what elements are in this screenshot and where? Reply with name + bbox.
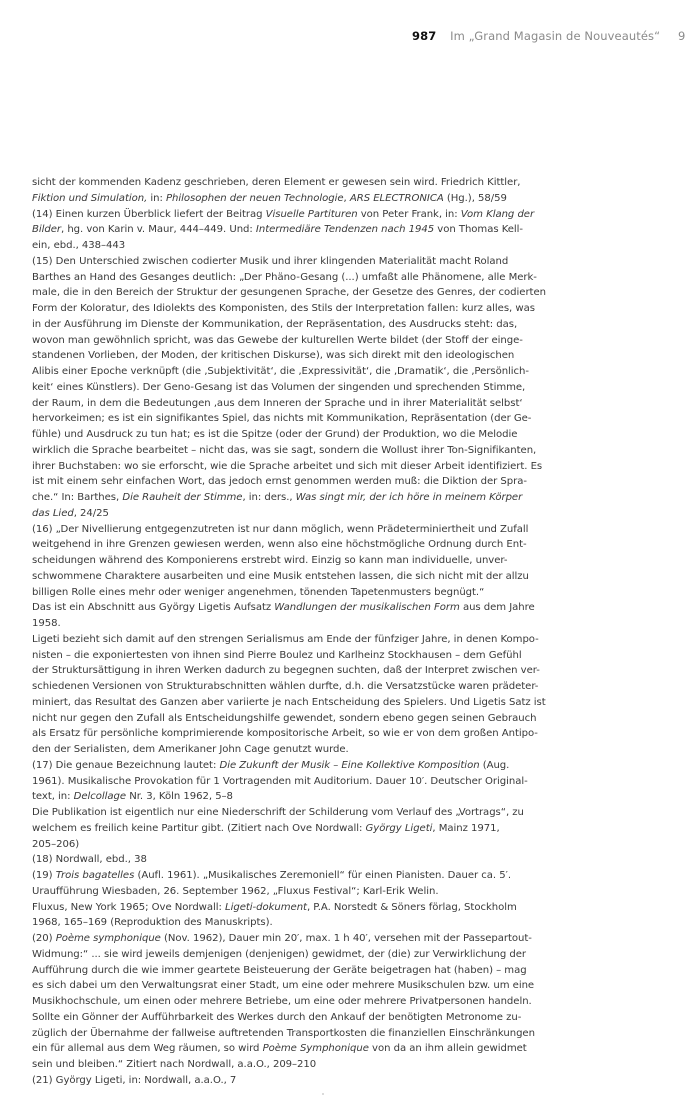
text-line [32, 900, 652, 916]
text-segment: , [343, 192, 350, 204]
text-line [32, 1041, 652, 1057]
text-line [32, 506, 652, 522]
text-line [32, 348, 652, 364]
text-line [32, 947, 652, 963]
text-segment: Barthes an Hand des Gesanges deutlich: „Der Phäno-Gesang (...) umfaßt alle Phänomene, alle Merk- [32, 271, 537, 283]
text-segment: (16) „Der Nivellierung entgegenzutreten ist nur dann möglich, wenn Prädeterminiertheit und Zufall [32, 523, 529, 535]
italic-title: Wandlungen der musikalischen Form [274, 602, 460, 614]
text-segment: che.“ In: Barthes, [32, 492, 123, 503]
text-line [32, 222, 652, 238]
text-line [32, 1057, 652, 1073]
text-line [32, 852, 652, 868]
text-segment: fühle) und Ausdruck zu tun hat; es ist die Spitze (oder der Grund) der Produktion, wo die Melodie [32, 429, 518, 440]
text-line [32, 553, 652, 569]
text-segment: Uraufführung Wiesbaden, 26. September 1962, „Fluxus Festival“; Karl-Erik Welin. [32, 885, 439, 897]
text-line [32, 522, 652, 538]
text-line [32, 254, 652, 270]
italic-title: Die Rauheit der Stimme [122, 492, 243, 503]
text-segment: ein für allemal aus dem Weg räumen, so wird [32, 1043, 263, 1055]
text-segment: von Peter Frank, in: [357, 208, 461, 220]
text-segment: , hg. von Karin v. Maur, 444–449. Und: [61, 224, 256, 236]
text-segment: (20) [32, 933, 56, 944]
text-segment: Das ist ein Abschnitt aus György Ligetis Aufsatz [32, 602, 275, 614]
page-number: 987 [412, 29, 437, 43]
italic-title: Vom Klang der [460, 208, 535, 220]
text-segment: , Mainz 1971, [432, 822, 500, 834]
text-line [32, 742, 652, 758]
text-segment: billigen Rolle eines mehr oder weniger angenehmen, tönenden Tapetenmusters begnügt.“ [32, 586, 485, 598]
text-line [32, 994, 652, 1010]
text-segment: Fluxus, New York 1965; Ove Nordwall: [32, 901, 226, 913]
text-segment: aus dem Jahre [459, 602, 535, 614]
chapter-number: 9 [677, 29, 686, 43]
text-segment: (17) Die genaue Bezeichnung lautet: [32, 759, 220, 771]
running-header [412, 29, 685, 43]
text-segment: Aufführung durch die wie immer geartete Beisteuerung der Geräte beigetragen hat (haben) – mag [32, 964, 527, 976]
text-line [32, 695, 652, 711]
text-segment: es sich dabei um den Verwaltungsrat einer Stadt, um eine oder mehrere Musikschulen bzw. um eine [32, 980, 535, 992]
text-line [32, 474, 652, 490]
text-line [32, 191, 652, 207]
text-line [32, 270, 652, 286]
text-segment: scheidungen während des Komponierens erstrebt wird. Einzig so kann man individuelle, unver- [32, 555, 508, 566]
text-segment: sicht der kommenden Kadenz geschrieben, deren Element er gewesen sein wird. Friedrich Kittler, [32, 177, 521, 188]
text-segment: (21) György Ligeti, in: Nordwall, a.a.O., 7 [32, 1074, 237, 1086]
text-segment: , 24/25 [73, 507, 109, 519]
text-line [32, 915, 652, 931]
text-segment: ein, ebd., 438–443 [32, 240, 126, 251]
text-line [32, 396, 652, 412]
text-line [32, 490, 652, 506]
italic-title: Was singt mir, der ich höre in meinem Körper [295, 492, 523, 503]
text-line [32, 459, 652, 475]
text-segment: den der Serialisten, dem Amerikaner John Cage genutzt wurde. [32, 744, 349, 755]
text-segment: Die Publikation ist eigentlich nur eine Niederschrift der Schilderung vom Verlauf des „Vortrags“, zu [32, 807, 524, 818]
text-segment: der Struktursättigung in ihren Werken dadurch zu begegnen suchten, daß der Interpret zwischen ver- [32, 665, 540, 677]
text-line [32, 364, 652, 380]
text-line [32, 537, 652, 553]
text-segment: Alibis einer Epoche verknüpft (die ‚Subjektivität‘, die ‚Expressivität‘, die ‚Dramatik‘, die ‚Persönlich- [32, 366, 529, 377]
text-segment: ihrer Buchstaben: wo sie erforscht, wie die Sprache arbeitet und sich mit dieser Arbeit identifiziert. Es [32, 460, 543, 472]
text-line [32, 600, 652, 616]
text-segment: (14) Einen kurzen Überblick liefert der Beitrag [32, 208, 266, 220]
italic-title: Die Zukunft der Musik – Eine Kollektive Komposition [219, 759, 480, 771]
text-segment: (15) Den Unterschied zwischen codierter Musik und ihrer klingenden Materialität macht Roland [32, 255, 509, 267]
text-line [32, 726, 652, 742]
text-line [32, 758, 652, 774]
text-segment: (19) [32, 870, 56, 881]
italic-title: Bilder [32, 224, 62, 236]
text-line [32, 411, 652, 427]
text-segment: nisten – die exponiertesten von ihnen sind Pierre Boulez und Karlheinz Stockhausen – dem Gefühl [32, 649, 522, 661]
text-segment: (Aufl. 1961). „Musikalisches Zeremoniell“ für einen Pianisten. Dauer ca. 5′. [134, 870, 512, 881]
italic-title: Visuelle Partituren [265, 208, 358, 220]
italic-title: Delcollage [73, 791, 127, 803]
text-segment: male, die in den Bereich der Struktur der gesungenen Sprache, der Gesetze des Genres, der codierten [32, 287, 546, 299]
text-segment: (Hg.), 58/59 [443, 192, 507, 204]
text-line [32, 679, 652, 695]
text-segment: (Nov. 1962), Dauer min 20′, max. 1 h 40′, versehen mit der Passepartout- [160, 933, 532, 944]
italic-title: György Ligeti [365, 822, 433, 834]
text-line [32, 443, 652, 459]
text-segment: ist mit einem sehr einfachen Wort, das jedoch ernst genommen werden muß: die Diktion der Spra- [32, 476, 527, 488]
text-segment: , in: ders., [242, 492, 296, 503]
text-line [32, 821, 652, 837]
text-line [32, 207, 652, 223]
text-line [32, 884, 652, 900]
text-line [32, 1010, 652, 1026]
text-segment: Ligeti bezieht sich damit auf den strengen Serialismus am Ende der fünfziger Jahre, in denen Kompo- [32, 633, 539, 645]
text-line [32, 774, 652, 790]
italic-title: Intermediäre Tendenzen nach 1945 [255, 224, 435, 236]
text-segment: 1968, 165–169 (Reproduktion des Manuskripts). [32, 917, 273, 929]
text-segment: als Ersatz für persönliche komprimierende kompositorische Arbeit, so wie er von dem großen Antipo- [32, 728, 538, 740]
text-segment: miniert, das Resultat des Ganzen aber variierte je nach Entscheidung des Spielers. Und Ligetis Satz ist [32, 696, 546, 708]
text-line [32, 632, 652, 648]
text-line [32, 711, 652, 727]
text-segment: hervorkeimen; es ist ein signifikantes Spiel, das nichts mit Kommunikation, Repräsentation (der Ge- [32, 413, 532, 425]
text-line [32, 317, 652, 333]
text-segment: welchem es freilich keine Partitur gibt. (Zitiert nach Ove Nordwall: [32, 822, 366, 834]
text-segment: Musikhochschule, um einen oder mehrere Betriebe, um eine oder mehrere Privatpersonen handeln. [32, 996, 532, 1007]
text-segment: Form der Koloratur, des Idiolekts des Komponisten, des Stils der Interpretation fallen: kurz alles, was [32, 303, 535, 314]
text-segment: keit‘ eines Künstlers). Der Geno-Gesang ist das Volumen der singenden und sprechenden Stimme, [32, 381, 526, 393]
text-line [32, 837, 652, 853]
text-segment: schiedenen Versionen von Strukturabschnitten wählen durfte, d.h. die Versatzstücke waren prädeter- [32, 681, 539, 692]
italic-title: Trois bagatelles [55, 870, 135, 881]
text-segment: weitgehend in ihre Grenzen gewiesen werden, wenn also eine höchstmögliche Ordnung durch Ent- [32, 539, 527, 551]
text-line [32, 789, 652, 805]
text-segment: in: [147, 192, 167, 204]
italic-title: ARS ELECTRONICA [349, 192, 444, 204]
text-line [32, 663, 652, 679]
text-segment: 1961). Musikalische Provokation für 1 Vortragenden mit Auditorium. Dauer 10′. Deutscher Original- [32, 775, 528, 787]
text-segment: Nr. 3, Köln 1962, 5–8 [126, 791, 233, 803]
text-segment: text, in: [32, 791, 74, 803]
text-segment: sein und bleiben.“ Zitiert nach Nordwall, a.a.O., 209–210 [32, 1059, 317, 1070]
italic-title: Philosophen der neuen Technologie [166, 192, 344, 204]
text-segment: standenen Vorlieben, der Moden, der kritischen Diskurse), was sich direkt mit den ideologischen [32, 350, 515, 362]
text-segment: wovon man gewöhnlich spricht, was das Gewebe der kulturellen Werte bildet (der Stoff der einge- [32, 334, 523, 346]
text-segment: 205–206) [32, 838, 80, 850]
italic-title: Poème Symphonique [262, 1043, 369, 1055]
text-line [32, 569, 652, 585]
text-segment: Sollte ein Gönner der Aufführbarkeit des Werkes durch den Ankauf der benötigten Metronome zu- [32, 1011, 522, 1023]
running-title: Im „Grand Magasin de Nouveautés“ [450, 29, 661, 43]
text-line [32, 931, 652, 947]
text-segment: schwommene Charaktere ausarbeiten und eine Musik entstehen lassen, die sich nicht mit der allzu [32, 570, 529, 582]
text-segment: 1958. [32, 618, 61, 629]
italic-title: Ligeti-dokument [225, 901, 307, 913]
text-line [32, 175, 652, 191]
text-segment: Widmung:“ ... sie wird jeweils demjenigen (denjenigen) gewidmet, der (die) zur Verwirklichung der [32, 948, 527, 960]
text-segment: , P.A. Norstedt & Söners förlag, Stockholm [306, 901, 517, 913]
text-line [32, 285, 652, 301]
text-line [32, 238, 652, 254]
text-line [32, 380, 652, 396]
text-line [32, 585, 652, 601]
text-segment: in der Ausführung im Dienste der Kommunikation, der Repräsentation, des Ausdrucks steht: das, [32, 318, 518, 330]
text-line [32, 1026, 652, 1042]
text-line [32, 333, 652, 349]
text-segment: züglich der Übernahme der fallweise auftretenden Transportkosten die finanziellen Einschränkungen [32, 1027, 535, 1039]
text-segment: der Raum, in dem die Bedeutungen ‚aus dem Inneren der Sprache und in ihrer Materialität selbst‘ [32, 397, 523, 409]
text-line [32, 427, 652, 443]
text-line [32, 805, 652, 821]
italic-title: das Lied [32, 507, 74, 519]
italic-title: Fiktion und Simulation, [32, 192, 148, 204]
scan-speck [322, 1093, 324, 1095]
text-segment: nicht nur gegen den Zufall als Entscheidungshilfe gewendet, sondern ebeno gegen seinen Gebrauch [32, 712, 537, 724]
text-segment: (Aug. [479, 759, 510, 771]
text-line [32, 616, 652, 632]
text-line [32, 868, 652, 884]
text-segment: von Thomas Kell- [434, 224, 524, 236]
text-line [32, 301, 652, 317]
text-line [32, 648, 652, 664]
text-segment: von da an ihm allein gewidmet [368, 1043, 527, 1055]
text-line [32, 978, 652, 994]
text-segment: (18) Nordwall, ebd., 38 [32, 854, 147, 866]
text-segment: wirklich die Sprache bearbeitet – nicht das, was sie sagt, sondern die Wollust ihrer Ton-Signifikanten, [32, 444, 537, 456]
italic-title: Poème symphonique [55, 933, 161, 944]
footnotes-body [32, 175, 652, 1089]
text-line [32, 963, 652, 979]
text-line [32, 1073, 652, 1089]
